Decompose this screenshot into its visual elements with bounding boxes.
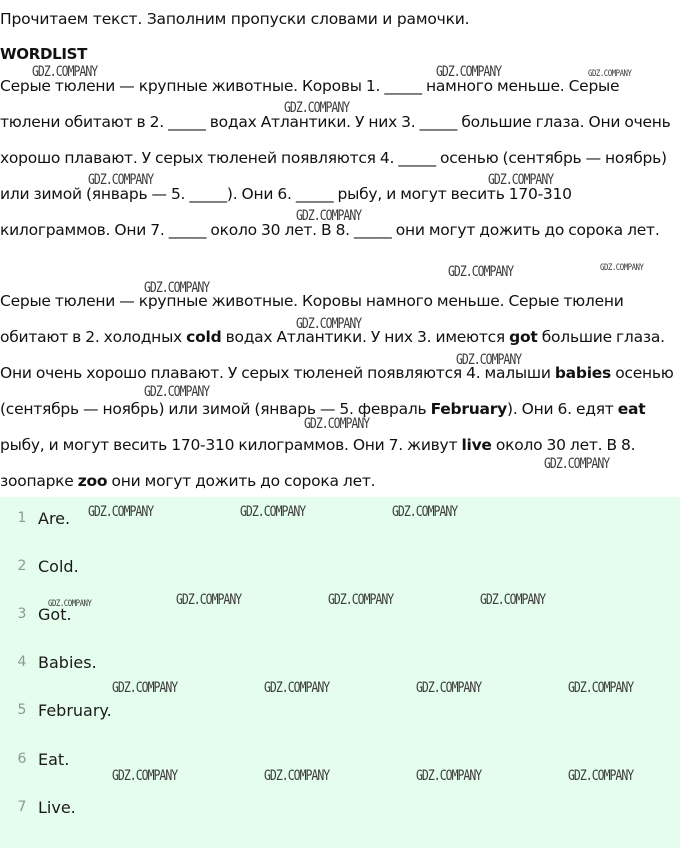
text-segment: они могут дожить до сорока лет.: [107, 472, 376, 490]
watermark: GDZ.COMPANY: [544, 456, 610, 472]
answer-keyword: zoo: [77, 472, 108, 490]
watermark: GDZ.COMPANY: [600, 263, 644, 273]
answer-word: Live.: [38, 797, 76, 817]
answer-number: 1: [17, 510, 27, 526]
watermark: GDZ.COMPANY: [284, 100, 350, 116]
watermark: GDZ.COMPANY: [264, 768, 330, 784]
answers-list: [0, 497, 680, 848]
watermark: GDZ.COMPANY: [144, 384, 210, 400]
watermark: GDZ.COMPANY: [568, 680, 634, 696]
answer-word: Cold.: [38, 556, 79, 576]
watermark: GDZ.COMPANY: [296, 208, 362, 224]
watermark: GDZ.COMPANY: [48, 599, 92, 609]
watermark: GDZ.COMPANY: [264, 680, 330, 696]
text-segment: Серые тюлени — крупные животные. Коровы 1. _____ намного меньше. Серые тюлени обитают в 2. _____ водах Атлантики. У них 3. _____ большие глаза. Они очень хорошо плавают. У серых тюленей появляются 4. _____ осенью (сентябрь — ноябрь) или зимой (январь — 5. _____). Они 6. _____ рыбу, и могут весить 170-310 килограммов. Они 7. _____ около 30 лет. В 8. _____ они могут дожить до сорока лет.: [0, 77, 671, 239]
watermark: GDZ.COMPANY: [416, 768, 482, 784]
text-segment: рыбу, и могут весить 170-310 килограммов. Они 7. живут: [0, 436, 462, 454]
answer-keyword: February: [430, 400, 508, 418]
answer-keyword: eat: [617, 400, 646, 418]
watermark: GDZ.COMPANY: [416, 680, 482, 696]
watermark: GDZ.COMPANY: [456, 352, 522, 368]
watermark: GDZ.COMPANY: [112, 680, 178, 696]
text-segment: Серые тюлени — крупные животные. Коровы намного меньше. Серые тюлени обитают в 2. холодных: [0, 292, 624, 346]
watermark: GDZ.COMPANY: [328, 592, 394, 608]
answer-item: [0, 695, 680, 725]
watermark: GDZ.COMPANY: [88, 504, 154, 520]
answer-keyword: live: [461, 436, 492, 454]
watermark: GDZ.COMPANY: [32, 64, 98, 80]
wordlist-heading: WORDLIST: [0, 45, 88, 63]
watermark: GDZ.COMPANY: [488, 172, 554, 188]
answer-item: [0, 551, 680, 581]
answer-word: February.: [38, 700, 112, 720]
answer-keyword: babies: [554, 364, 612, 382]
intro-instruction: Прочитаем текст. Заполним пропуски словами и рамочки.: [0, 10, 470, 28]
answer-number: 3: [17, 606, 27, 622]
watermark: GDZ.COMPANY: [436, 64, 502, 80]
answer-number: 2: [17, 558, 27, 574]
answer-number: 5: [17, 702, 27, 718]
answer-keyword: cold: [186, 328, 222, 346]
answer-item: [0, 647, 680, 677]
watermark: GDZ.COMPANY: [144, 280, 210, 296]
text-segment: осенью (сентябрь — ноябрь) или зимой (январь — 5. февраль: [0, 364, 674, 418]
text-segment: около 30 лет. В 8. зоопарке: [0, 436, 636, 490]
watermark: GDZ.COMPANY: [240, 504, 306, 520]
watermark: GDZ.COMPANY: [88, 172, 154, 188]
answer-keyword: got: [509, 328, 538, 346]
text-segment: водах Атлантики. У них 3. имеются: [221, 328, 510, 346]
watermark: GDZ.COMPANY: [176, 592, 242, 608]
answer-number: 6: [17, 751, 27, 767]
answer-word: Are.: [38, 508, 71, 528]
watermark: GDZ.COMPANY: [480, 592, 546, 608]
answer-word: Babies.: [38, 652, 97, 672]
watermark: GDZ.COMPANY: [296, 316, 362, 332]
watermark: GDZ.COMPANY: [568, 768, 634, 784]
answer-number: 4: [17, 654, 27, 670]
answer-item: [0, 792, 680, 822]
watermark: GDZ.COMPANY: [448, 264, 514, 280]
watermark: GDZ.COMPANY: [392, 504, 458, 520]
watermark: GDZ.COMPANY: [304, 416, 370, 432]
watermark: GDZ.COMPANY: [112, 768, 178, 784]
answer-word: Got.: [38, 604, 72, 624]
answer-word: Eat.: [38, 749, 70, 769]
text-segment: большие глаза. Они очень хорошо плавают. У серых тюленей появляются 4. малыши: [0, 328, 665, 382]
answer-number: 7: [17, 799, 27, 815]
text-segment: ). Они 6. едят: [507, 400, 618, 418]
watermark: GDZ.COMPANY: [588, 69, 632, 79]
